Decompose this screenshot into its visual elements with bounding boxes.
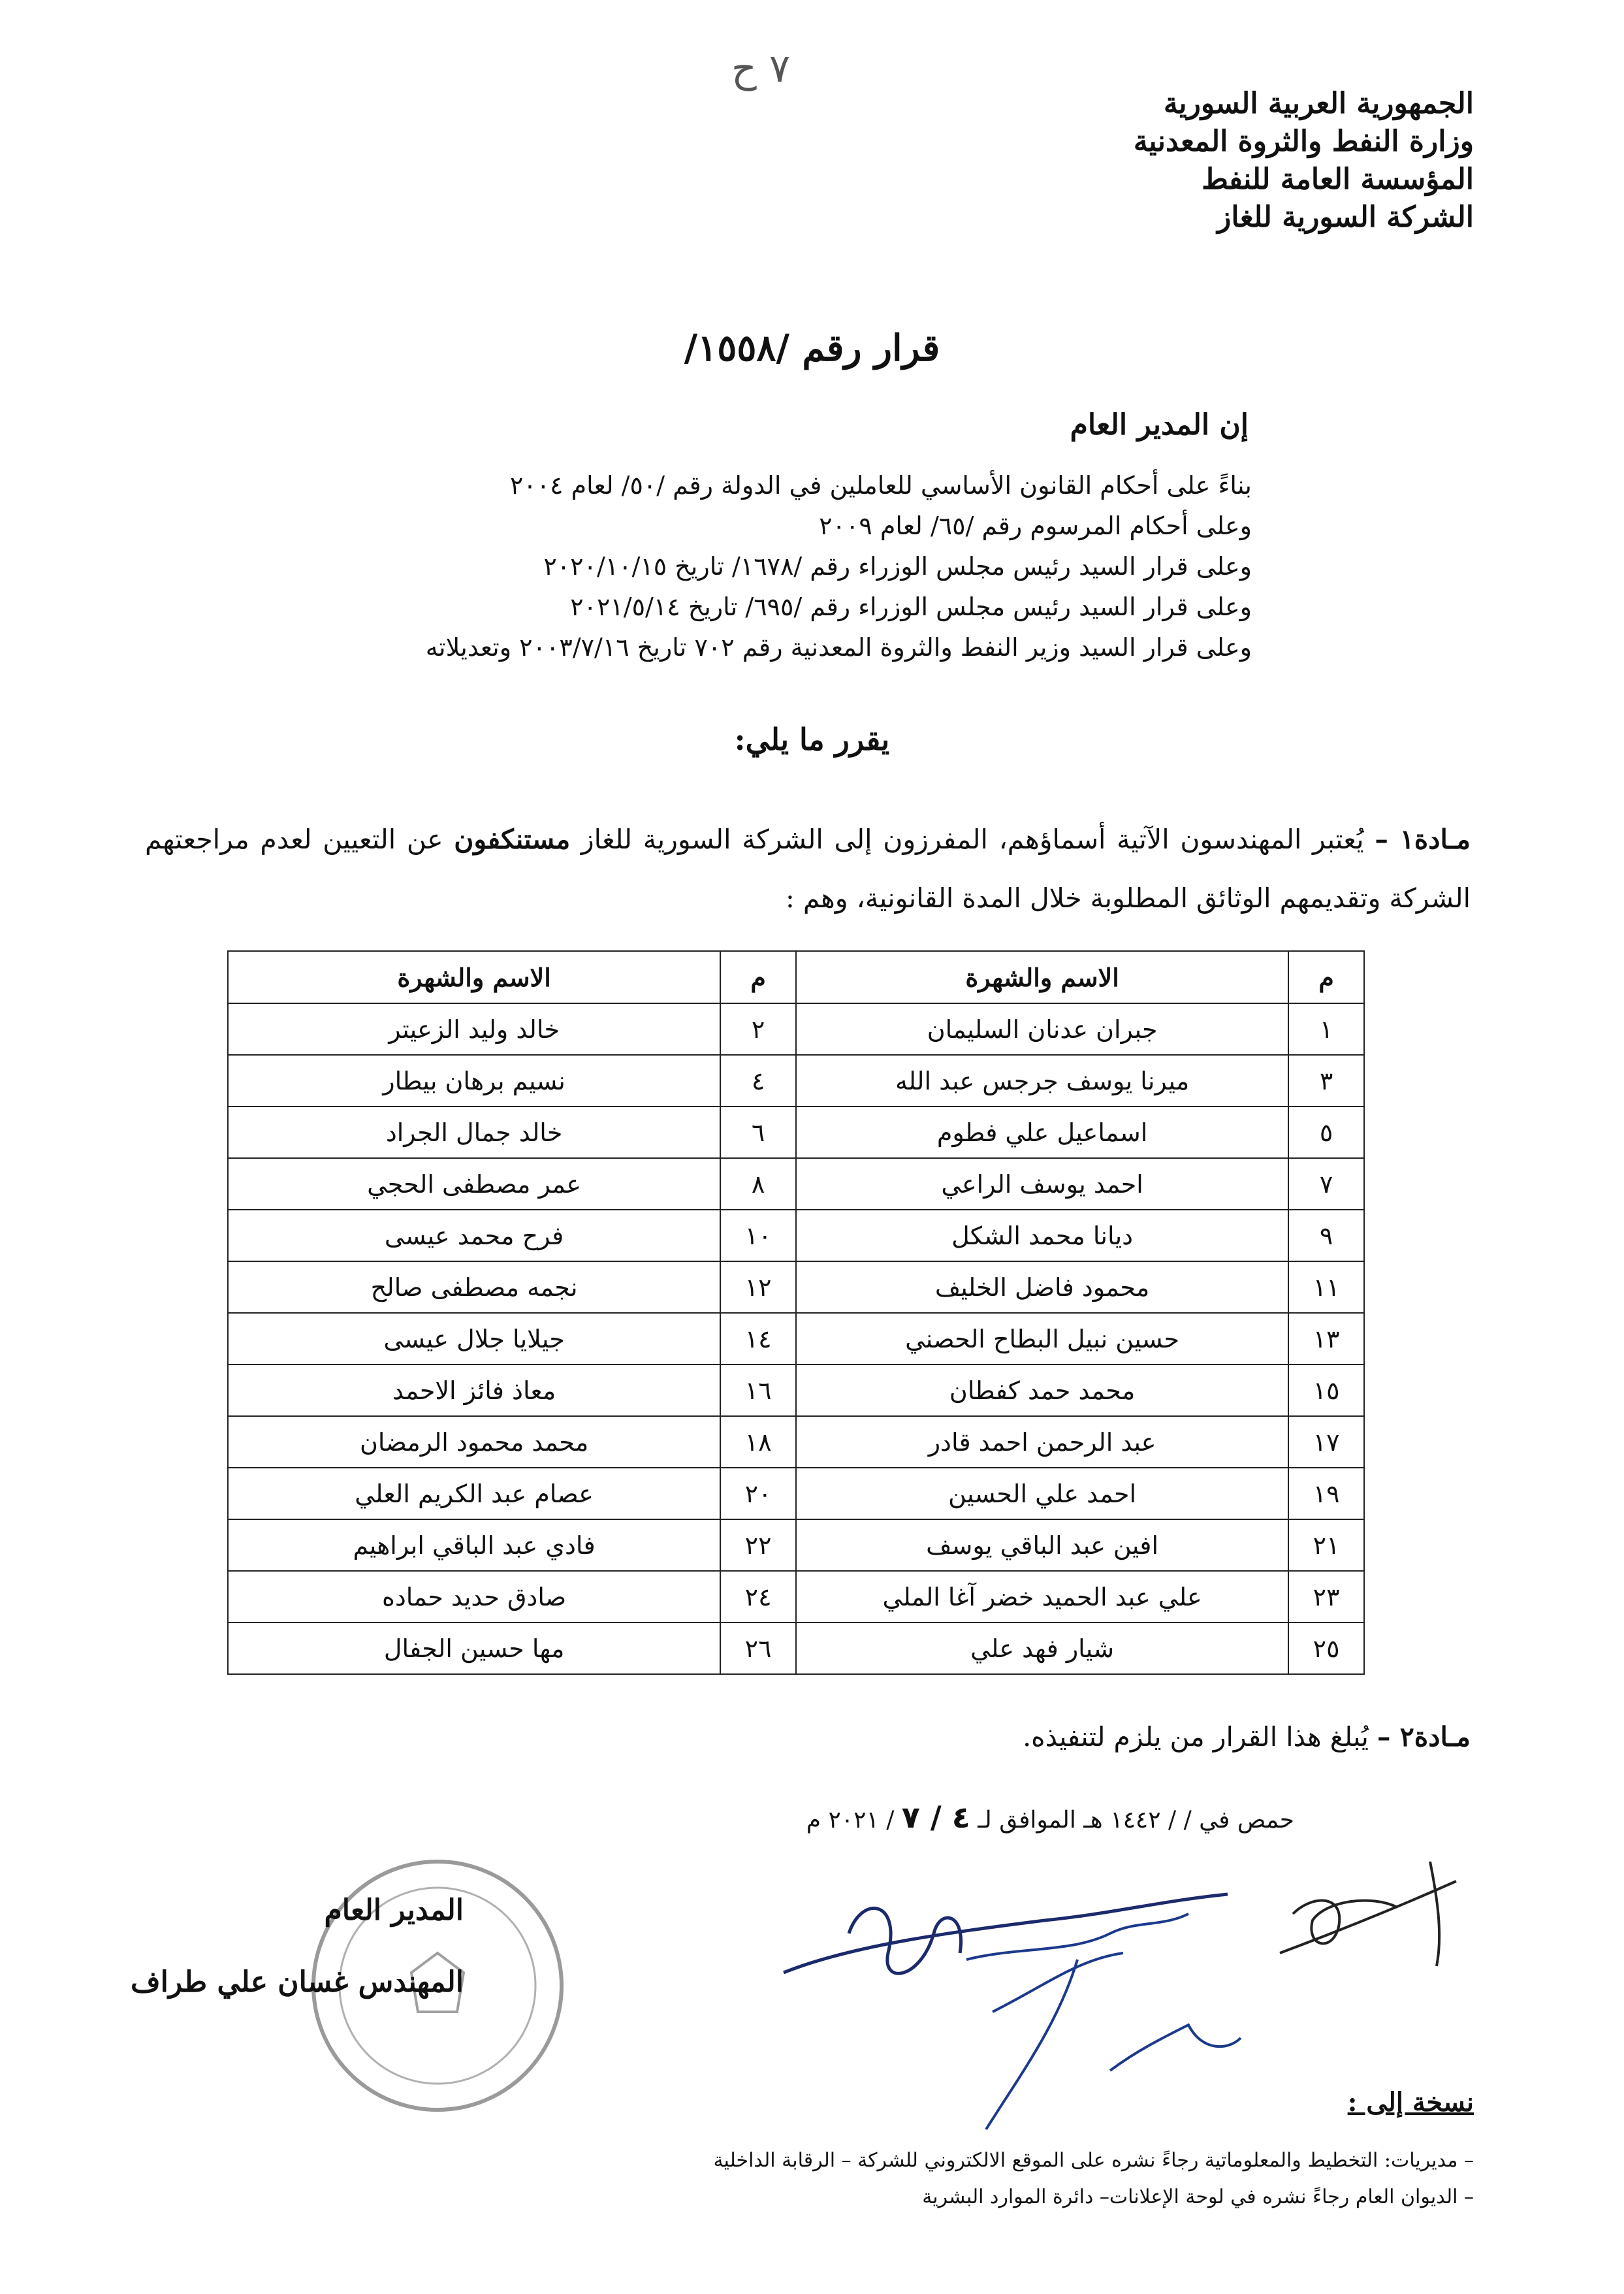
row-number-cell: ٢٣	[1288, 1571, 1364, 1623]
engineer-name-cell: نجمه مصطفى صالح	[228, 1261, 720, 1313]
table-row	[228, 1623, 1364, 1674]
row-number-cell: ٩	[1288, 1210, 1364, 1261]
engineer-name-cell: جيلايا جلال عيسى	[228, 1313, 720, 1365]
row-number-cell: ١	[1288, 1003, 1364, 1055]
preamble-line: بناءً على أحكام القانون الأساسي للعاملين في الدولة رقم /٥٠/ لعام ٢٠٠٤	[509, 471, 1252, 500]
engineer-name-cell: فرح محمد عيسى	[228, 1210, 720, 1261]
row-number-cell: ٢٠	[720, 1468, 796, 1519]
engineer-name-cell: اسماعيل علي فطوم	[796, 1107, 1288, 1158]
letterhead-line: المؤسسة العامة للنفط	[1202, 163, 1474, 196]
engineer-name-cell: خالد جمال الجراد	[228, 1107, 720, 1158]
decision-title: قرار رقم /١٥٥٨/	[684, 327, 940, 370]
letterhead-line: وزارة النفط والثروة المعدنية	[1133, 125, 1474, 158]
article-2-label: مـادة٢ –	[1377, 1721, 1471, 1753]
engineer-name-cell: نسيم برهان بيطار	[228, 1055, 720, 1107]
row-number-cell: ٢٢	[720, 1519, 796, 1571]
engineers-table-container	[227, 950, 1365, 1675]
row-number-cell: ١٠	[720, 1210, 796, 1261]
table-row	[228, 1519, 1364, 1571]
row-number-cell: ٢٤	[720, 1571, 796, 1623]
engineer-name-cell: صادق حديد حماده	[228, 1571, 720, 1623]
row-number-cell: ١١	[1288, 1261, 1364, 1313]
row-number-cell: ٥	[1288, 1107, 1364, 1158]
engineers-table	[227, 950, 1365, 1675]
engineer-name-cell: عصام عبد الكريم العلي	[228, 1468, 720, 1519]
row-number-cell: ١٧	[1288, 1416, 1364, 1468]
engineer-name-cell: معاذ فائز الاحمد	[228, 1365, 720, 1416]
table-row	[228, 1003, 1364, 1055]
issuer-line: إن المدير العام	[1070, 408, 1249, 442]
table-row	[228, 1158, 1364, 1210]
row-number-cell: ٧	[1288, 1158, 1364, 1210]
col-header-number: م	[1288, 951, 1364, 1003]
engineer-name-cell: احمد يوسف الراعي	[796, 1158, 1288, 1210]
signature-block	[98, 1875, 464, 2018]
engineer-name-cell: مها حسين الجفال	[228, 1623, 720, 1674]
table-row	[228, 1416, 1364, 1468]
engineer-name-cell: افين عبد الباقي يوسف	[796, 1519, 1288, 1571]
table-body	[228, 1003, 1364, 1674]
handwritten-reference-mark: ٧ ح	[731, 46, 791, 91]
article-1-text: يُعتبر المهندسون الآتية أسماؤهم، المفرزون إلى الشركة السورية للغاز	[570, 824, 1375, 855]
table-row	[228, 1107, 1364, 1158]
preamble-line: وعلى قرار السيد رئيس مجلس الوزراء رقم /٦٩٥/ تاريخ ٢٠٢١/٥/١٤	[570, 592, 1252, 621]
dateline	[806, 1800, 1294, 1835]
table-row	[228, 1365, 1364, 1416]
table-row	[228, 1313, 1364, 1365]
engineer-name-cell: جبران عدنان السليمان	[796, 1003, 1288, 1055]
row-number-cell: ١٤	[720, 1313, 796, 1365]
row-number-cell: ٨	[720, 1158, 796, 1210]
row-number-cell: ١٢	[720, 1261, 796, 1313]
preamble	[272, 465, 1252, 668]
engineer-name-cell: احمد علي الحسين	[796, 1468, 1288, 1519]
letterhead-line: الجمهورية العربية السورية	[1163, 87, 1474, 120]
dateline-suffix: / ٢٠٢١ م	[806, 1807, 902, 1834]
col-header-name: الاسم والشهرة	[796, 951, 1288, 1003]
engineer-name-cell: فادي عبد الباقي ابراهيم	[228, 1519, 720, 1571]
engineer-name-cell: علي عبد الحميد خضر آغا الملي	[796, 1571, 1288, 1623]
row-number-cell: ٢	[720, 1003, 796, 1055]
copy-to-label: نسخة إلى :	[1347, 2087, 1474, 2118]
article-1-text-cont: عن التعيين لعدم مراجعتهم الشركة وتقديمهم الوثائق المطلوبة خلال المدة القانونية، وهم :	[145, 824, 1471, 914]
preamble-line: وعلى أحكام المرسوم رقم /٦٥/ لعام ٢٠٠٩	[819, 511, 1252, 540]
row-number-cell: ٢٥	[1288, 1623, 1364, 1674]
table-header-row	[228, 951, 1364, 1003]
engineer-name-cell: خالد وليد الزعيتر	[228, 1003, 720, 1055]
engineer-name-cell: محمود فاضل الخليف	[796, 1261, 1288, 1313]
engineer-name-cell: عبد الرحمن احمد قادر	[796, 1416, 1288, 1468]
row-number-cell: ٢٦	[720, 1623, 796, 1674]
col-header-number: م	[720, 951, 796, 1003]
engineer-name-cell: شيار فهد علي	[796, 1623, 1288, 1674]
table-row	[228, 1571, 1364, 1623]
row-number-cell: ١٨	[720, 1416, 796, 1468]
row-number-cell: ١٥	[1288, 1365, 1364, 1416]
engineer-name-cell: محمد حمد كفطان	[796, 1365, 1288, 1416]
row-number-cell: ٦	[720, 1107, 796, 1158]
engineer-name-cell: حسين نبيل البطاح الحصني	[796, 1313, 1288, 1365]
table-row	[228, 1210, 1364, 1261]
row-number-cell: ٢١	[1288, 1519, 1364, 1571]
engineer-name-cell: ديانا محمد الشكل	[796, 1210, 1288, 1261]
row-number-cell: ١٦	[720, 1365, 796, 1416]
article-2-text: يُبلغ هذا القرار من يلزم لتنفيذه.	[1023, 1721, 1377, 1753]
col-header-name: الاسم والشهرة	[228, 951, 720, 1003]
distribution-line: – الديوان العام رجاءً نشره في لوحة الإعلانات– دائرة الموارد البشرية	[922, 2186, 1474, 2208]
letterhead-line: الشركة السورية للغاز	[1217, 201, 1474, 234]
engineer-name-cell: محمد محمود الرمضان	[228, 1416, 720, 1468]
letterhead	[1134, 85, 1474, 236]
engineer-name-cell: عمر مصطفى الحجي	[228, 1158, 720, 1210]
article-1	[145, 810, 1471, 928]
distribution-line: – مديريات: التخطيط والمعلوماتية رجاءً نشره على الموقع الالكتروني للشركة – الرقابة الداخلية	[713, 2149, 1474, 2172]
article-1-label: مـادة١ –	[1375, 824, 1471, 855]
dateline-handwritten: ٤ / ٧	[901, 1800, 970, 1835]
signatory-title: المدير العام	[324, 1894, 464, 1927]
row-number-cell: ١٣	[1288, 1313, 1364, 1365]
preamble-line: وعلى قرار السيد رئيس مجلس الوزراء رقم /١٦٧٨/ تاريخ ٢٠٢٠/١٠/١٥	[543, 552, 1252, 581]
table-row	[228, 1055, 1364, 1107]
signatory-name: المهندس غسان علي طراف	[131, 1965, 464, 1999]
row-number-cell: ٤	[720, 1055, 796, 1107]
article-1-keyword: مستنكفون	[454, 824, 571, 855]
article-2	[1023, 1721, 1471, 1753]
row-number-cell: ١٩	[1288, 1468, 1364, 1519]
engineer-name-cell: ميرنا يوسف جرجس عبد الله	[796, 1055, 1288, 1107]
row-number-cell: ٣	[1288, 1055, 1364, 1107]
table-row	[228, 1468, 1364, 1519]
decides-heading: يقرر ما يلي:	[734, 722, 890, 757]
preamble-line: وعلى قرار السيد وزير النفط والثروة المعدنية رقم ٧٠٢ تاريخ ٢٠٠٣/٧/١٦ وتعديلاته	[425, 633, 1252, 662]
table-row	[228, 1261, 1364, 1313]
dateline-prefix: حمص في / / ١٤٤٢ هـ الموافق لـ	[970, 1807, 1294, 1834]
distribution-list	[103, 2142, 1474, 2216]
